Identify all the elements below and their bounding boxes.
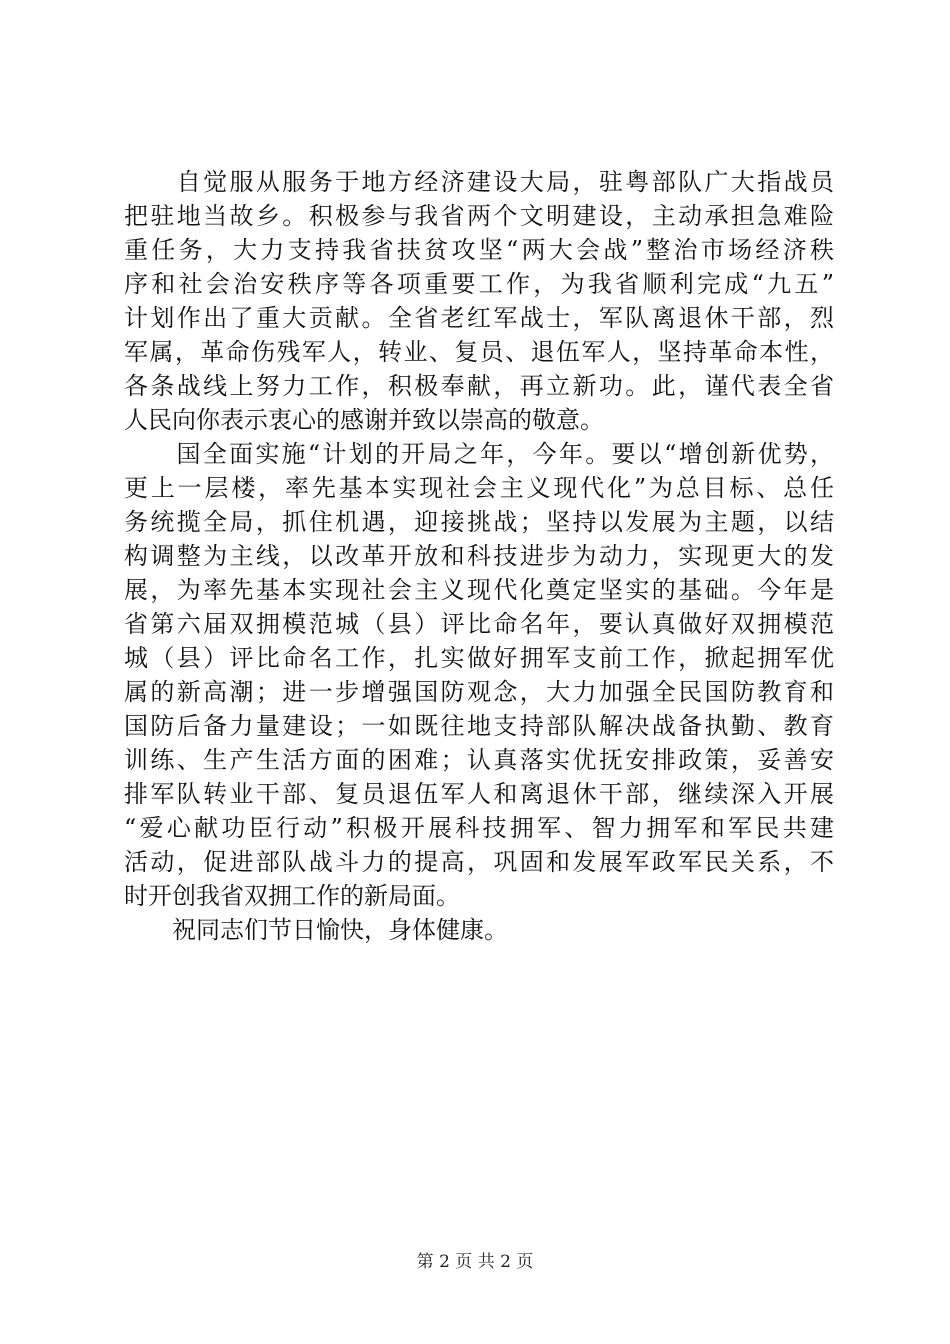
text-line: 省第六届双拥模范城（县）评比命名年，要认真做好双拥模范: [124, 610, 834, 638]
text-line: 构调整为主线，以改革开放和科技进步为动力，实现更大的发: [124, 542, 834, 570]
text-line: 各条战线上努力工作，积极奉献，再立新功。此，谨代表全省: [124, 372, 834, 400]
text-line: 排军队转业干部、复员退伍军人和离退休干部，继续深入开展: [124, 780, 834, 808]
paragraph-2: [124, 437, 834, 913]
text-line: 重任务，大力支持我省扶贫攻坚“两大会战”整治市场经济秩: [124, 236, 834, 264]
text-line: 自觉服从服务于地方经济建设大局，驻粤部队广大指战员: [124, 168, 834, 196]
text-line: 把驻地当故乡。积极参与我省两个文明建设，主动承担急难险: [124, 202, 834, 230]
text-line: 计划作出了重大贡献。全省老红军战士，军队离退休干部，烈: [124, 304, 834, 332]
page-number-footer: 第 2 页 共 2 页: [416, 1252, 534, 1272]
text-line: 军属，革命伤残军人，转业、复员、退伍军人，坚持革命本性，: [124, 338, 834, 366]
text-line: “爱心献功臣行动”积极开展科技拥军、智力拥军和军民共建: [124, 814, 834, 842]
text-line: 时开创我省双拥工作的新局面。: [124, 882, 460, 910]
text-line: 属的新高潮；进一步增强国防观念，大力加强全民国防教育和: [124, 678, 834, 706]
text-line: 更上一层楼，率先基本实现社会主义现代化”为总目标、总任: [124, 474, 834, 502]
text-line: 训练、生产生活方面的困难；认真落实优抚安排政策，妥善安: [124, 746, 834, 774]
text-line: 务统揽全局，抓住机遇，迎接挑战；坚持以发展为主题，以结: [124, 508, 834, 536]
text-line: 祝同志们节日愉快，身体健康。: [124, 916, 508, 944]
text-line: 活动，促进部队战斗力的提高，巩固和发展军政军民关系，不: [124, 848, 834, 876]
text-line: 序和社会治安秩序等各项重要工作，为我省顺利完成“九五”: [124, 270, 834, 298]
text-line: 城（县）评比命名工作，扎实做好拥军支前工作，掀起拥军优: [124, 644, 834, 672]
text-line: 展，为率先基本实现社会主义现代化奠定坚实的基础。今年是: [124, 576, 834, 604]
paragraph-1: [124, 165, 834, 437]
text-line: 人民向你表示衷心的感谢并致以崇高的敬意。: [124, 406, 604, 434]
text-line: 国全面实施“计划的开局之年，今年。要以“增创新优势，: [124, 440, 834, 468]
text-line: 国防后备力量建设；一如既往地支持部队解决战备执勤、教育: [124, 712, 834, 740]
document-body: [124, 165, 834, 947]
paragraph-3: [124, 913, 834, 947]
